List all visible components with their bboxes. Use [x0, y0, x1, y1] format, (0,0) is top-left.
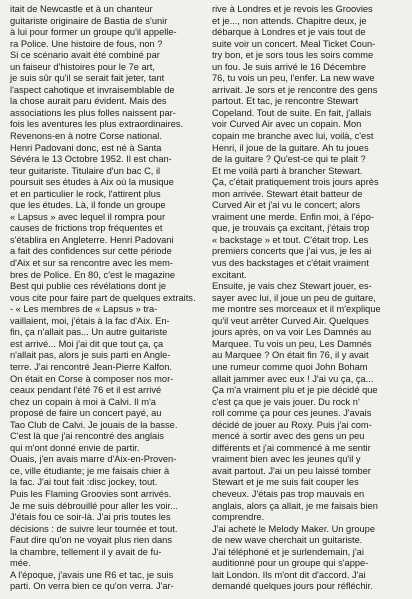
- paragraph: rive à Londres et je revois les Groovies et je..., non attends. Chapitre deux, je débarque à Londres et je vais tout de suite voir un concert. Meal Ticket Coun- try bon, et je sors tous les soirs comme un fou. Je suis arrivé le 16 Décembre 76, tu vois un peu, l'enfer. La new wave arrivait. Je sors et je rencontre des gens partout. Et tac, je rencontre Stewart Copeland. Tout de suite. En fait, j'allais voir Curved Air avec un copain. Mon copain me branche avec lui, voilà, c'est Henri, il joue de la guitare. Ah tu joues de la guitare ? Qu'est-ce qui te plait ? Et me voilà parti à brancher Stewart. Ça, c'était pratiquement trois jours après mon arrivée. Stewart était batteur de Curved Air et j'ai vu le concert; alors vraiment une merde. Enfin moi, à l'épo- que, je trouvais ça excitant, j'étais trop « backstage » et tout. C'était trop. Les premiers concerts que j'ai vus, je les ai vus des backstages et c'était vraiment excitant.: [212, 4, 379, 280]
- paragraph: itait de Newcastle et à un chanteur guitariste originaire de Bastia de s'unir à lui pour former un groupe qu'il appelle- ra Police. Une histoire de fous, non ? Si ce scénario avait été combiné par un faiseur d'histoires pour le 7e art, je suis sûr qu'il se serait fait jeter, tant l'aspect cahotique et invraisemblable de la chose aurait paru évident. Mais des associations les plus folles naissent par- fois les aventures les plus extraordinaires. Revenons-en à notre Corse national.: [10, 4, 184, 142]
- paragraph: Ouais, j'en avais marre d'Aix-en-Proven- ce, ville étudiante; je me faisais chier à la fac. J'ai tout fait :disc jockey, tout. Puis les Flaming Groovies sont arrivés. Je me suis débrouillé pour aller les voir... J'étais fou ce soir-là. J'ai pris toutes les décisions : de suivre leur tournée et tout. Faut dire qu'on ne voyait plus rien dans la chambre, tellement il y avait de fu- mée.: [10, 454, 178, 569]
- text-column-right: [212, 4, 402, 599]
- text-column-left: [10, 4, 200, 599]
- paragraph: Ensuite, je vais chez Stewart jouer, es- sayer avec lui, il joue un peu de guitare, me montre ses morceaux et il m'explique qu'il veut arrêter Curved Air. Quelques jours après, on va voir Les Damnés au Marquee. Tu vois un peu, Les Damnés au Marquee ? On était fin 76, il y avait une rumeur comme quoi John Boham allait jammer avec eux ! J'ai vu ça, ça... Ça m'a vraiment plu et je pie décidé que c'est ça que je vais jouer. Du rock n' roll comme ça pour ces jeunes. J'avais décidé de jouer au Roxy. Puis j'ai com- mencé à sortir avec des gens un peu différents et j'ai commencé à me sentir vraiment bien avec les jeunes qu'il y avait partout. J'ai un peu laissé tomber Stewart et je me suis fait couper les cheveux. J'étais pas trop mauvais en anglais, alors ça allait, je me faisais bien comprendre.: [212, 281, 381, 523]
- paragraph: Henri Padovani donc, est né à Santa Sévéra le 13 Octobre 1952. Il est chan- teur guitariste. Titulaire d'un bac C, il poursuit ses études à Aix où la musique et en particulier le rock, l'attirent plus que les études. Là, il fonde un groupe « Lapsus » avec lequel il rompra pour causes de frictions trop fréquentes et s'établira en Angleterre. Henri Padovani a fait des confidences sur cette période d'Aix et sur sa rencontre avec les mem- bres de Police. En 80, c'est le magazine Best qui publie ces révélations dont je vous cite pour faire part de quelques extraits.: [10, 142, 196, 303]
- paragraph: A l'époque, j'avais une R6 et tac, je suis parti. On verra bien ce qu'on verra. J'ar-: [10, 569, 174, 592]
- paragraph: - « Les membres de « Lapsus » tra- vaillaient, moi, j'étais à la fac d'Aix. En- fin, ça n'allait pas... Un autre guitariste est arrivé... Moi j'ai dit que tout ça, ça n'allait pas, alors je suis parti en Angle- terre. J'ai rencontré Jean-Pierre Kalfon. On était en Corse à composer nos mor- ceaux pendant l'été 76 et il est arrivé chez un copain à moi à Calvi. Il m'a proposé de faire un concert payé, au Tao Club de Calvi. Je jouais de la basse. C'est là que j'ai rencontré des anglais qui m'ont donné envie de partir.: [10, 304, 178, 453]
- paragraph: J'ai acheté le Melody Maker. Un groupe de new wave cherchait un guitariste. J'ai téléphoné et je surlendemain, j'ai auditionné pour un groupe qui s'appe- lait London. Ils m'ont dit d'accord. J'ai demandé quelques jours pour réfléchir.: [212, 523, 376, 592]
